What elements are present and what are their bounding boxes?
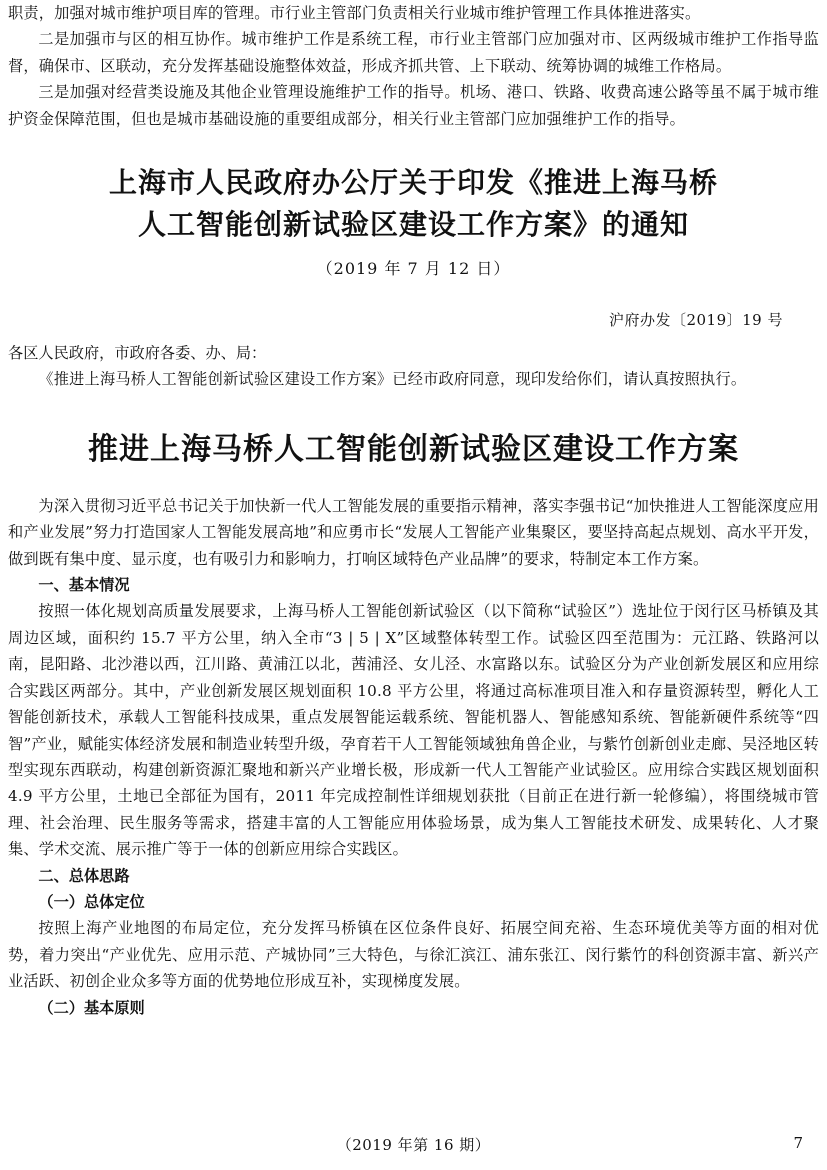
section-heading-2: 二、总体思路 bbox=[38, 866, 130, 885]
plan-title: 推进上海马桥人工智能创新试验区建设工作方案 bbox=[88, 431, 739, 467]
subsection-1-paragraph-1: 按照上海产业地图的布局定位，充分发挥马桥镇在区位条件良好、拓展空间充裕、生态环境优美等方面的相对优势，着力突出“产业优先、应用示范、产城协同”三大特色，与徐汇滨江、浦东张江、闵行紫竹的科创资源丰富、新兴产业活跃、初创企业众多等方面的优势地位形成互补，实现梯度发展。 bbox=[8, 919, 819, 991]
paragraph-top-2: 二是加强市与区的相互协作。城市维护工作是系统工程，市行业主管部门应加强对市、区两级城市维护工作指导监督，确保市、区联动，充分发挥基础设施整体效益，形成齐抓共管、上下联动、统筹协调的城维工作格局。 bbox=[8, 30, 819, 75]
notice-body: 《推进上海马桥人工智能创新试验区建设工作方案》已经市政府同意，现印发给你们，请认真按照执行。 bbox=[38, 370, 747, 389]
section-1-paragraph-1: 按照一体化规划高质量发展要求，上海马桥人工智能创新试验区（以下简称“试验区”）选址位于闵行区马桥镇及其周边区域，面积约 15.7 平方公里，纳入全市“3 | 5 | X”区域整体转型工作。试验区四至范围为：元江路、铁路河以南，昆阳路、北沙港以西，江川路、黄浦江以北，茜浦泾、女儿泾、水富路以东。试验区分为产业创新发展区和应用综合实践区两部分。其中，产业创新发展区规划面积 10.8 平方公里，将通过高标准项目准入和存量资源转型，孵化人工智能创新技术，承载人工智能科技成果，重点发展智能运载系统、智能机器人、智能感知系统、智能新硬件系统等“四智”产业，赋能实体经济发展和制造业转型升级，孕育若干人工智能领域独角兽企业，与紫竹创新创业走廊、吴泾地区转型实现东西联动，构建创新资源汇聚地和新兴产业增长极，形成新一代人工智能产业试验区。应用综合实践区规划面积 4.9 平方公里，土地已全部征为国有，2011 年完成控制性详细规划获批（目前正在进行新一轮修编），将围绕城市管理、社会治理、民生服务等需求，搭建丰富的人工智能应用体验场景，成为集人工智能技术研发、成果转化、人才聚集、学术交流、展示推广等于一体的创新应用综合实践区。 bbox=[8, 602, 819, 859]
notice-title-line-1: 上海市人民政府办公厅关于印发《推进上海马桥 bbox=[108, 166, 718, 200]
page-footer bbox=[0, 1134, 827, 1154]
notice-title-line-2: 人工智能创新试验区建设工作方案》的通知 bbox=[137, 208, 689, 242]
notice-addressee: 各区人民政府，市政府各委、办、局： bbox=[8, 344, 267, 363]
subsection-heading-1: （一）总体定位 bbox=[38, 892, 145, 911]
plan-intro: 为深入贯彻习近平总书记关于加快新一代人工智能发展的重要指示精神，落实李强书记“加快推进人工智能深度应用和产业发展”努力打造国家人工智能发展高地”和应勇市长“发展人工智能产业集聚区，要坚持高起点规划、高水平开发，做到既有集中度、显示度，也有吸引力和影响力，打响区域特色产业品牌”的要求，特制定本工作方案。 bbox=[8, 496, 819, 568]
notice-title-block bbox=[8, 162, 819, 279]
paragraph-continuation: 职责，加强对城市维护项目库的管理。市行业主管部门负责相关行业城市维护管理工作具体推进落实。 bbox=[8, 4, 701, 22]
subsection-heading-2: （二）基本原则 bbox=[38, 998, 145, 1017]
section-heading-1: 一、基本情况 bbox=[38, 576, 130, 595]
notice-date: （2019 年 7 月 12 日） bbox=[316, 259, 511, 279]
paragraph-top-3: 三是加强对经营类设施及其他企业管理设施维护工作的指导。机场、港口、铁路、收费高速公路等虽不属于城市维护资金保障范围，但也是城市基础设施的重要组成部分，相关行业主管部门应加强维护工作的指导。 bbox=[8, 83, 819, 128]
document-body bbox=[8, 0, 819, 1021]
footer-issue: （2019 年第 16 期） bbox=[336, 1136, 491, 1154]
footer-page-number: 7 bbox=[793, 1134, 803, 1152]
notice-document-number: 沪府办发〔2019〕19 号 bbox=[608, 311, 783, 330]
notice-title bbox=[8, 162, 819, 246]
